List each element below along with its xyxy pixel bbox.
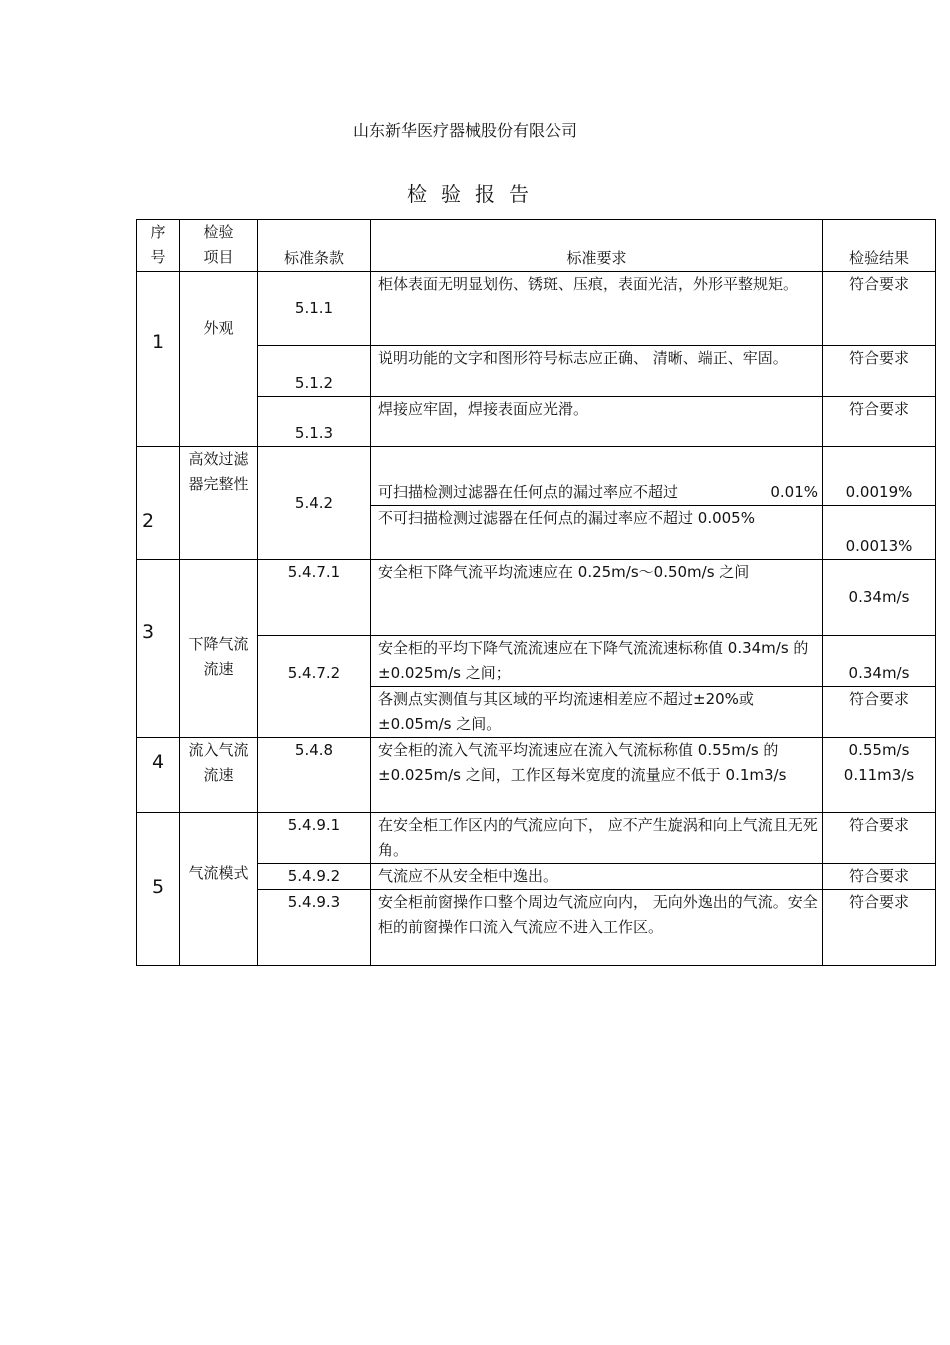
clause-cell: 5.4.2: [258, 447, 371, 560]
header-item: [180, 220, 258, 272]
header-requirement: 标准要求: [371, 220, 823, 272]
requirement-value: 0.01%: [770, 483, 818, 501]
result-cell: 符合要求: [823, 346, 936, 397]
result-cell: 0.0019%: [823, 447, 936, 506]
clause-cell: 5.4.7.1: [258, 560, 371, 636]
table-row: [137, 813, 936, 864]
result-cell: 符合要求: [823, 687, 936, 738]
table-row: [137, 272, 936, 346]
requirement-cell: 柜体表面无明显划伤、锈斑、压痕，表面光洁，外形平整规矩。: [371, 272, 823, 346]
result-cell: 符合要求: [823, 272, 936, 346]
requirement-cell: 说明功能的文字和图形符号标志应正确、 清晰、端正、牢固。: [371, 346, 823, 397]
header-seq-line1: 序: [150, 223, 166, 241]
inspection-table: [136, 219, 936, 966]
seq-number: 5: [151, 876, 165, 898]
table-row: [137, 560, 936, 636]
clause-cell: 5.4.9.2: [258, 864, 371, 890]
seq-cell: [137, 272, 180, 447]
seq-number: 1: [151, 331, 165, 353]
requirement-cell: 不可扫描检测过滤器在任何点的漏过率应不超过 0.005%: [371, 506, 823, 560]
table-row: [137, 447, 936, 506]
seq-cell: [137, 738, 180, 813]
header-clause: 标准条款: [258, 220, 371, 272]
requirement-cell: 各测点实测值与其区域的平均流速相差应不超过±20%或±0.05m/s 之间。: [371, 687, 823, 738]
requirement-cell: 安全柜前窗操作口整个周边气流应向内， 无向外逸出的气流。安全柜的前窗操作口流入气流应不进入工作区。: [371, 890, 823, 966]
requirement-cell: 气流应不从安全柜中逸出。: [371, 864, 823, 890]
item-cell: 高效过滤器完整性: [180, 447, 258, 560]
page-title: 检验报告: [407, 182, 543, 206]
result-cell: 符合要求: [823, 813, 936, 864]
result-cell: 符合要求: [823, 397, 936, 447]
seq-number: 4: [151, 751, 165, 773]
clause-cell: 5.4.8: [258, 738, 371, 813]
seq-cell: [137, 560, 180, 738]
seq-number: 2: [142, 510, 155, 532]
seq-number: 3: [142, 621, 155, 643]
seq-cell: [137, 813, 180, 966]
clause-cell: 5.1.1: [258, 272, 371, 346]
clause-cell: 5.1.3: [258, 397, 371, 447]
requirement-cell: [371, 447, 823, 506]
clause-cell: 5.4.7.2: [258, 636, 371, 738]
item-cell: 下降气流流速: [180, 560, 258, 738]
header-row: [137, 220, 936, 272]
clause-cell: 5.4.9.1: [258, 813, 371, 864]
result-cell: 符合要求: [823, 890, 936, 966]
header-item-line1: 检验: [203, 223, 234, 241]
result-cell: 0.34m/s: [823, 560, 936, 636]
header-seq: [137, 220, 180, 272]
requirement-cell: 安全柜的流入气流平均流速应在流入气流标称值 0.55m/s 的±0.025m/s 之间，工作区每米宽度的流量应不低于 0.1m3/s: [371, 738, 823, 813]
company-name: 山东新华医疗器械股份有限公司: [352, 121, 577, 140]
result-cell: 0.34m/s: [823, 636, 936, 687]
clause-cell: 5.4.9.3: [258, 890, 371, 966]
requirement-cell: 安全柜下降气流平均流速应在 0.25m/s～0.50m/s 之间: [371, 560, 823, 636]
result-cell: 符合要求: [823, 864, 936, 890]
item-cell: 流入气流流速: [180, 738, 258, 813]
result-cell: 0.0013%: [823, 506, 936, 560]
header-item-line2: 项目: [203, 248, 234, 266]
requirement-text: 可扫描检测过滤器在任何点的漏过率应不超过: [378, 483, 679, 501]
result-cell: [823, 738, 936, 813]
item-cell: 气流模式: [180, 813, 258, 966]
requirement-cell: 在安全柜工作区内的气流应向下， 应不产生旋涡和向上气流且无死角。: [371, 813, 823, 864]
clause-cell: 5.1.2: [258, 346, 371, 397]
result-flow-speed: 0.55m/s: [848, 741, 910, 759]
seq-cell: [137, 447, 180, 560]
table-row: [137, 738, 936, 813]
header-result: 检验结果: [823, 220, 936, 272]
requirement-cell: 安全柜的平均下降气流流速应在下降气流流速标称值 0.34m/s 的±0.025m/s 之间；: [371, 636, 823, 687]
requirement-cell: 焊接应牢固，焊接表面应光滑。: [371, 397, 823, 447]
header-seq-line2: 号: [150, 248, 166, 266]
result-flow-volume: 0.11m3/s: [843, 766, 915, 784]
item-cell: 外观: [180, 272, 258, 447]
